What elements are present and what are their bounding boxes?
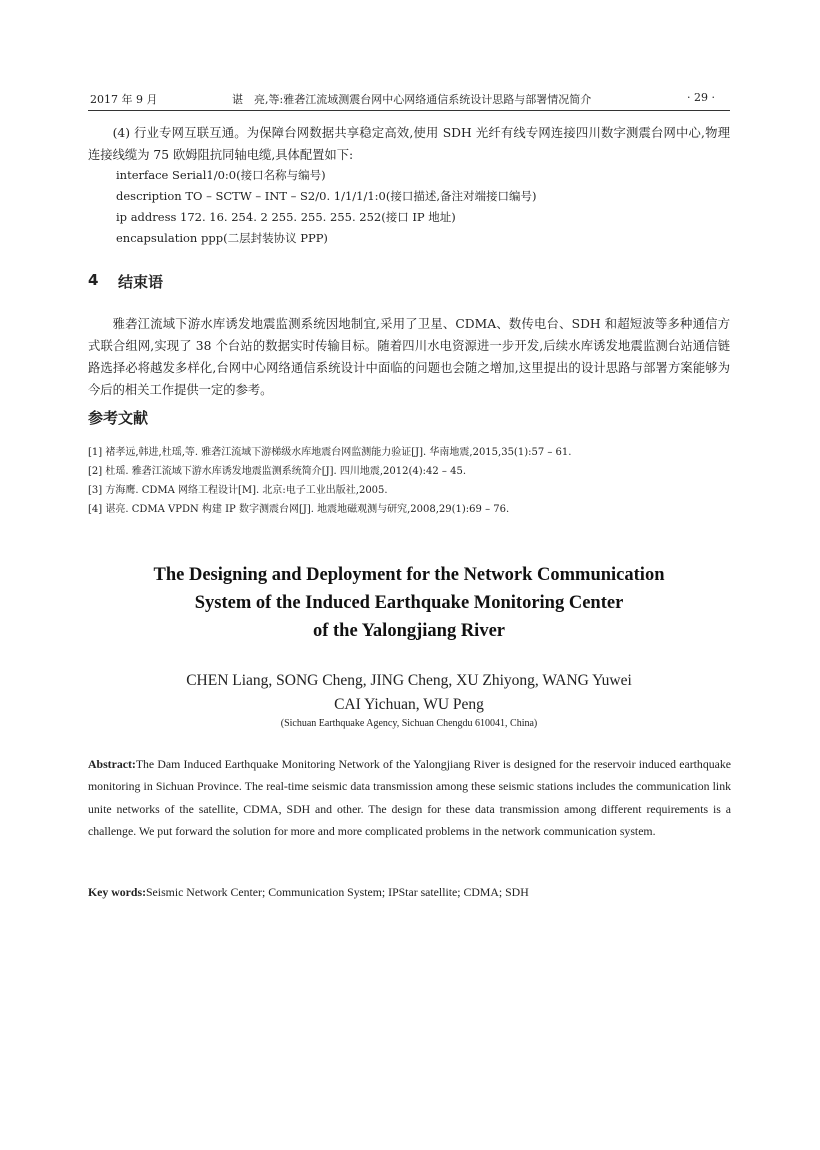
reference-item: [4] 谌亮. CDMA VPDN 构建 IP 数字测震台网[J]. 地震地磁观测与研究,2008,29(1):69 – 76. <box>88 504 510 515</box>
config-line: ip address 172. 16. 254. 2 255. 255. 255. 252(接口 IP 地址) <box>116 210 456 224</box>
author-line: CHEN Liang, SONG Cheng, JING Cheng, XU Zhiyong, WANG Yuwei <box>186 672 632 689</box>
header-rule <box>88 110 730 111</box>
keywords-text: Seismic Network Center; Communication System; IPStar satellite; CDMA; SDH <box>146 885 529 899</box>
section-number: 4 <box>88 271 99 289</box>
running-title: 谌 亮,等:雅砻江流域测震台网中心网络通信系统设计思路与部署情况简介 <box>232 93 592 106</box>
page-number: · 29 · <box>687 91 715 104</box>
affiliation: (Sichuan Earthquake Agency, Sichuan Chengdu 610041, China) <box>280 718 538 729</box>
section-title: 结束语 <box>118 273 164 291</box>
english-title-line: The Designing and Deployment for the Network Communication <box>153 565 665 585</box>
reference-item: [1] 褚孝远,韩进,杜瑶,等. 雅砻江流域下游梯级水库地震台网监测能力验证[J]. 华南地震,2015,35(1):57 – 61. <box>88 447 572 458</box>
config-line: interface Serial1/0:0(接口名称与编号) <box>116 168 326 182</box>
author-line: CAI Yichuan, WU Peng <box>334 696 484 713</box>
english-abstract <box>88 753 731 843</box>
english-title <box>88 561 730 645</box>
config-line: encapsulation ppp(二层封装协议 PPP) <box>116 231 328 245</box>
abstract-label: Abstract: <box>88 757 136 771</box>
abstract-text: The Dam Induced Earthquake Monitoring Network of the Yalongjiang River is designed for the reservoir induced earthquake monitoring in Sichuan Province. The real-time seismic data transmission among these seismic stations includes the communication link unite networks of the satellite, CDMA, SDH and other. The design for these data transmission among different requirements is a challenge. We put forward the solution for more and more complicated problems in the network communication system. <box>88 757 731 839</box>
reference-item: [3] 方海鹰. CDMA 网络工程设计[M]. 北京:电子工业出版社,2005. <box>88 485 388 496</box>
english-keywords <box>88 882 731 902</box>
header-date: 2017 年 9 月 <box>90 93 158 106</box>
keywords-label: Key words: <box>88 885 146 899</box>
english-title-line: System of the Induced Earthquake Monitoring Center <box>194 593 624 613</box>
reference-item: [2] 杜瑶. 雅砻江流域下游水库诱发地震监测系统简介[J]. 四川地震,2012(4):42 – 45. <box>88 466 467 477</box>
conclusion-paragraph: 雅砻江流域下游水库诱发地震监测系统因地制宜,采用了卫星、CDMA、数传电台、SDH 和超短波等多种通信方式联合组网,实现了 38 个台站的数据实时传输目标。随着四川水电资源进一步开发,后续水库诱发地震监测台站通信链路选择必将越发多样化,台网中心网络通信系统设计中面临的问题也会随之增加,这里提出的设计思路与部署方案能够为今后的相关工作提供一定的参考。 <box>88 317 730 397</box>
references-heading: 参考文献 <box>88 409 149 427</box>
english-title-line: of the Yalongjiang River <box>312 621 505 641</box>
config-line: description TO – SCTW – INT – S2/0. 1/1/1/1:0(接口描述,备注对端接口编号) <box>116 189 537 203</box>
interconnect-paragraph: (4) 行业专网互联互通。为保障台网数据共享稳定高效,使用 SDH 光纤有线专网连接四川数字测震台网中心,物理连接线缆为 75 欧姆阻抗同轴电缆,具体配置如下: <box>88 126 730 162</box>
english-authors <box>88 669 730 717</box>
